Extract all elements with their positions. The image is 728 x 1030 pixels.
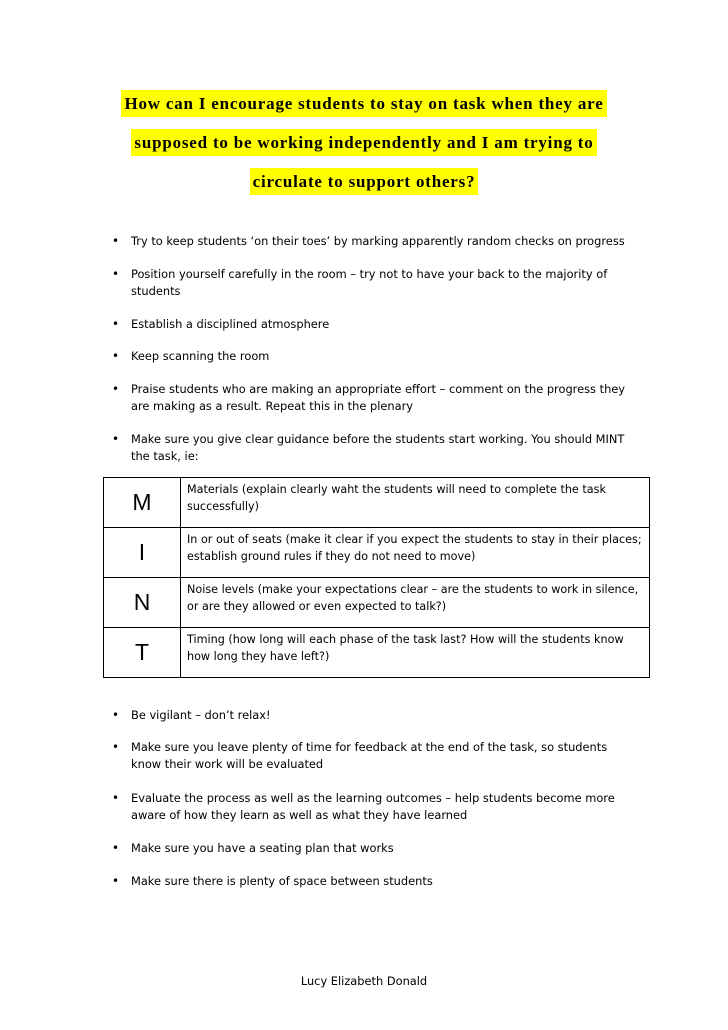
bullet-icon: • [112, 267, 120, 281]
bullet-icon: • [112, 708, 120, 722]
mint-letter: I [104, 528, 181, 578]
bullet-icon: • [112, 382, 120, 396]
list-item-text: Keep scanning the room [131, 349, 270, 363]
table-row [104, 628, 650, 678]
bullet-icon: • [112, 791, 120, 805]
list-item-text: Make sure there is plenty of space between students [131, 874, 433, 888]
bullet-icon: • [112, 349, 120, 363]
footer-author: Lucy Elizabeth Donald [300, 974, 428, 988]
bullet-icon: • [112, 874, 120, 888]
mint-letter: N [104, 578, 181, 628]
list-item-text: Be vigilant – don’t relax! [131, 708, 271, 722]
bullet-icon: • [112, 317, 120, 331]
title-line-3: circulate to support others? [250, 168, 479, 195]
table-row [104, 578, 650, 628]
title-line-2: supposed to be working independently and I am trying to [131, 129, 596, 156]
mint-description: Timing (how long will each phase of the task last? How will the students know how long they have left?) [181, 628, 650, 678]
mint-letter: T [104, 628, 181, 678]
mint-letter: M [104, 478, 181, 528]
list-item-text: Evaluate the process as well as the learning outcomes – help students become more aware of how they learn as well as what they have learned [131, 791, 615, 822]
bullet-icon: • [112, 234, 120, 248]
bullet-icon: • [112, 740, 120, 754]
list-item-text: Establish a disciplined atmosphere [131, 317, 330, 331]
mint-table [103, 477, 650, 678]
list-item-text: Try to keep students ‘on their toes’ by marking apparently random checks on progress [131, 234, 625, 248]
mint-description: Noise levels (make your expectations clear – are the students to work in silence, or are they allowed or even expected to talk?) [181, 578, 650, 628]
mint-description: Materials (explain clearly waht the students will need to complete the task successfully) [181, 478, 650, 528]
table-row [104, 478, 650, 528]
list-item-text: Make sure you give clear guidance before the students start working. You should MINT the task, ie: [131, 432, 625, 463]
bullet-icon: • [112, 841, 120, 855]
list-item-text: Praise students who are making an appropriate effort – comment on the progress they are making as a result. Repeat this in the plenary [131, 382, 626, 413]
mint-description: In or out of seats (make it clear if you expect the students to stay in their places; establish ground rules if they do not need to move) [181, 528, 650, 578]
list-item-text: Make sure you have a seating plan that works [131, 841, 394, 855]
title-line-1: How can I encourage students to stay on task when they are [121, 90, 606, 117]
page-title [104, 84, 624, 201]
list-item-text: Position yourself carefully in the room – try not to have your back to the majority of students [131, 267, 608, 298]
table-row [104, 528, 650, 578]
bullet-icon: • [112, 432, 120, 446]
list-item-text: Make sure you leave plenty of time for feedback at the end of the task, so students know their work will be evaluated [131, 740, 608, 771]
